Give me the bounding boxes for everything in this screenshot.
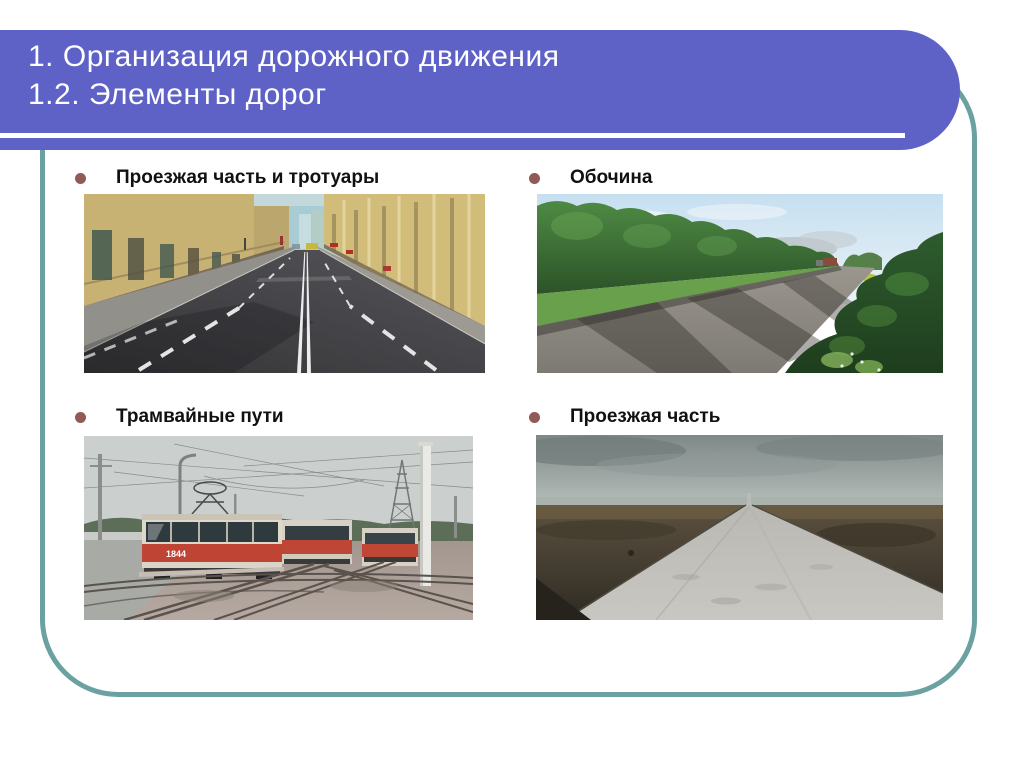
- caption-shoulder: [529, 167, 652, 189]
- caption-label: Трамвайные пути: [116, 406, 284, 427]
- photo-carriageway-through-fields: [536, 435, 943, 620]
- bullet-icon: [75, 412, 86, 423]
- caption-tram-tracks: [75, 406, 284, 428]
- title-banner: [0, 30, 960, 150]
- slide-title: [28, 38, 560, 114]
- caption-label: Проезжая часть и тротуары: [116, 167, 380, 188]
- carriageway-image: [536, 435, 943, 620]
- banner-underline: [0, 133, 905, 138]
- caption-roadway-and-sidewalks: [75, 167, 379, 189]
- bullet-icon: [75, 173, 86, 184]
- bullet-icon: [529, 412, 540, 423]
- title-line-1: 1. Организация дорожного движения: [28, 40, 560, 73]
- white-pole: [418, 442, 433, 586]
- sky: [536, 435, 943, 509]
- bullet-icon: [529, 173, 540, 184]
- tram-second: [362, 528, 418, 566]
- trams-image: [84, 436, 473, 620]
- photo-city-street-with-sidewalks: [84, 194, 485, 373]
- rural-road-image: [537, 194, 943, 373]
- caption-carriageway: [529, 406, 720, 428]
- photo-rural-road-with-shoulder: [537, 194, 943, 373]
- city-street-image: [84, 194, 485, 373]
- tram-trailer: [282, 520, 352, 564]
- photo-trams-on-tracks: [84, 436, 473, 620]
- caption-label: Проезжая часть: [570, 406, 721, 427]
- title-line-2: 1.2. Элементы дорог: [28, 78, 327, 111]
- caption-label: Обочина: [570, 167, 653, 188]
- tram-number: 1844: [166, 549, 187, 559]
